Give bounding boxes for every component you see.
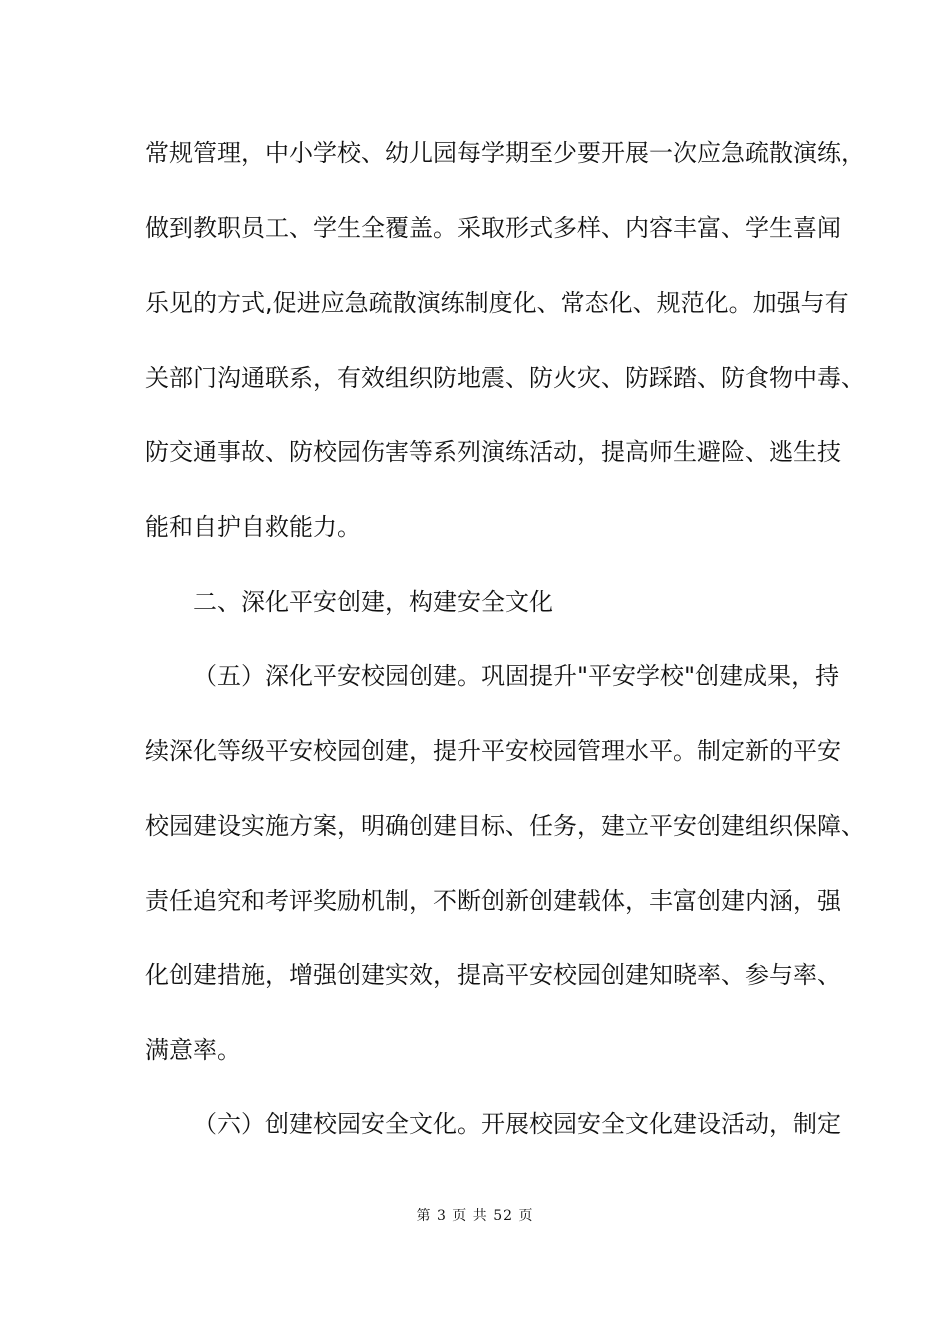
text-line-2: 做到教职员工、学生全覆盖。采取形式多样、内容丰富、学生喜闻 [145,214,841,242]
text-line-4: 关部门沟通联系，有效组织防地震、防火灾、防踩踏、防食物中毒、 [145,364,865,392]
text-line-1: 常规管理，中小学校、幼儿园每学期至少要开展一次应急疏散演练， [145,139,865,167]
text-line-9: 续深化等级平安校园创建，提升平安校园管理水平。制定新的平安 [145,737,841,765]
text-line-10: 校园建设实施方案，明确创建目标、任务，建立平安创建组织保障、 [145,812,865,840]
text-line-3: 乐见的方式,促进应急疏散演练制度化、常态化、规范化。加强与有 [145,289,849,317]
text-line-5: 防交通事故、防校园伤害等系列演练活动，提高师生避险、逃生技 [145,438,841,466]
text-line-12: 化创建措施，增强创建实效，提高平安校园创建知晓率、参与率、 [145,961,841,989]
text-line-14: （六）创建校园安全文化。开展校园安全文化建设活动，制定 [193,1110,841,1138]
page-number-footer: 第 3 页 共 52 页 [416,1208,534,1224]
section-heading: 二、深化平安创建，构建安全文化 [193,588,553,616]
text-line-6: 能和自护自救能力。 [145,513,361,541]
text-line-13: 满意率。 [145,1036,241,1064]
text-line-8: （五）深化平安校园创建。巩固提升"平安学校"创建成果，持 [193,662,840,690]
text-line-11: 责任追究和考评奖励机制，不断创新创建载体，丰富创建内涵，强 [145,887,841,915]
